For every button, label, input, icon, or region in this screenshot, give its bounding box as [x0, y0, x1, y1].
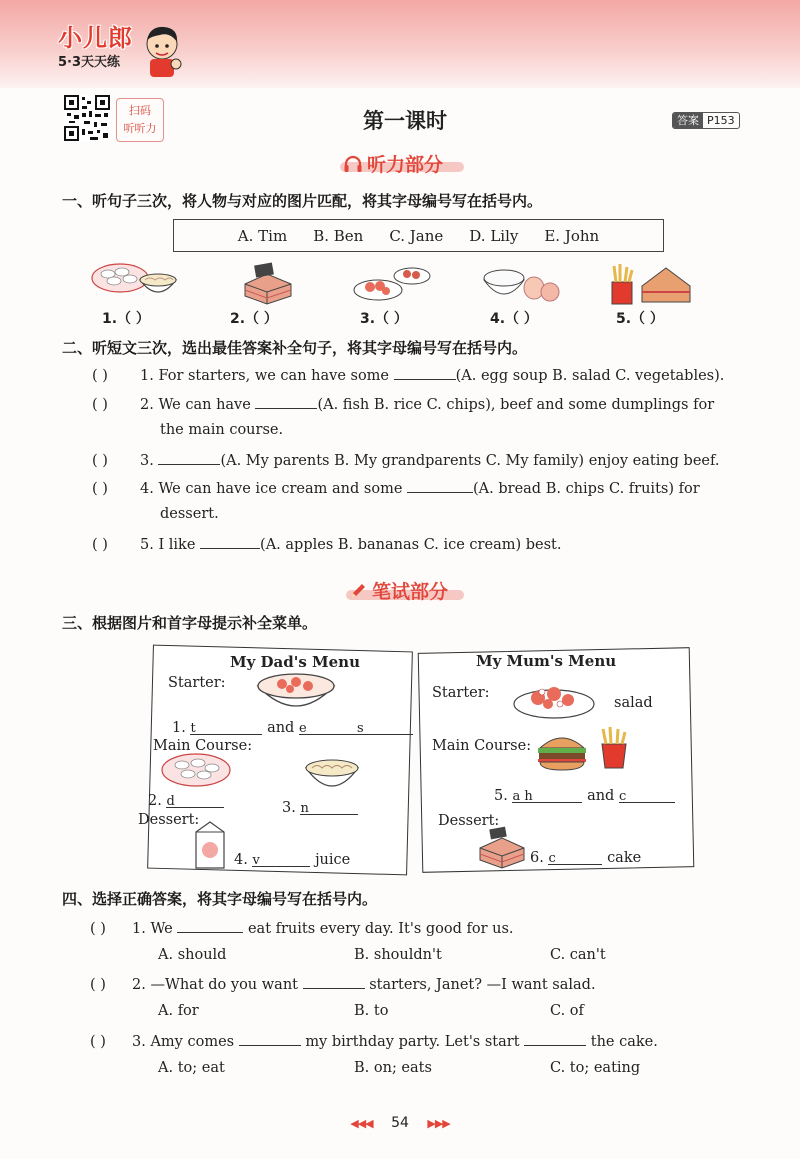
question-text-mid: my birthday party. Let's start: [305, 1034, 520, 1050]
hamburger-image: [534, 730, 590, 772]
item-number: 1.: [172, 720, 186, 736]
dumplings-image: [160, 752, 232, 788]
question-options: (A. egg soup B. salad C. vegetables).: [455, 368, 725, 384]
question-text: 1. We: [132, 921, 173, 937]
item-number: 5.: [494, 788, 508, 804]
salad-plate-image: [512, 676, 596, 722]
part2-question-3: [92, 450, 719, 471]
answer-page: P153: [707, 114, 735, 127]
dad-item-1: [172, 720, 413, 736]
answer-blank[interactable]: [524, 1031, 586, 1046]
question-text: 5. I like: [140, 537, 196, 553]
mascot-icon: [140, 22, 186, 80]
item-number: 6.: [530, 850, 544, 866]
answer-label: 答案: [673, 113, 703, 128]
answer-paren[interactable]: ( ): [90, 921, 106, 937]
mum-starter-label: Starter:: [432, 685, 490, 701]
mum-dessert-label: Dessert:: [438, 813, 500, 829]
part4-question-3: [90, 1031, 658, 1052]
menu-blank-cake[interactable]: [548, 850, 602, 865]
headphones-icon: [343, 154, 363, 174]
part2-question-2-cont: the main course.: [160, 422, 284, 438]
juice-carton-image: [190, 818, 230, 870]
part4-instruction: 四、选择正确答案，将其字母编号写在括号内。: [62, 890, 378, 908]
lesson-title: 第一课时: [363, 109, 447, 133]
question-text: 1. For starters, we can have some: [140, 368, 390, 384]
q1-option-a[interactable]: A. should: [158, 947, 227, 963]
question-options: (A. bread B. chips C. fruits) for: [473, 481, 700, 497]
answer-blank[interactable]: [407, 478, 473, 493]
part2-instruction: 二、听短文三次，选出最佳答案补全句子，将其字母编号写在括号内。: [62, 339, 528, 357]
q2-option-a[interactable]: A. for: [158, 1003, 199, 1019]
part2-question-4-cont: dessert.: [160, 506, 219, 522]
answer-blank[interactable]: [200, 534, 260, 549]
question-text: 2. We can have: [140, 397, 251, 413]
part2-question-4: [92, 478, 700, 499]
question-text-end: the cake.: [590, 1034, 658, 1050]
answer-blank[interactable]: [394, 365, 456, 380]
question-text-rest: starters, Janet? —I want salad.: [369, 977, 596, 993]
and-text: and: [587, 788, 615, 804]
name-option: D. Lily: [469, 226, 519, 245]
dad-dessert-label: Dessert:: [138, 812, 200, 828]
page-number: 54: [391, 1115, 409, 1131]
cake-text: cake: [607, 850, 642, 866]
menu-blank-t[interactable]: [190, 720, 262, 735]
left-arrows-icon: ◀◀◀: [350, 1117, 373, 1130]
part4-question-2: [90, 974, 596, 995]
match-item-4[interactable]: 4.（ ）: [490, 311, 538, 327]
part3-instruction: 三、根据图片和首字母提示补全菜单。: [62, 614, 318, 632]
answer-paren[interactable]: ( ): [92, 368, 108, 384]
cake-image: [237, 260, 297, 306]
hint-letter: n: [300, 801, 309, 816]
q3-option-b[interactable]: B. on; eats: [354, 1060, 432, 1076]
dad-item-3: [282, 800, 358, 816]
rice-eggs-image: [480, 264, 564, 304]
dad-starter-label: Starter:: [168, 675, 226, 691]
writing-section-title: [348, 577, 448, 604]
answer-reference: [672, 112, 740, 129]
question-options: (A. apples B. bananas C. ice cream) best.: [260, 537, 562, 553]
answer-paren[interactable]: ( ): [92, 537, 108, 553]
cake-slice-image: [476, 824, 528, 870]
part1-instruction: 一、听句子三次，将人物与对应的图片匹配，将其字母编号写在括号内。: [62, 192, 543, 210]
hint-letter: s: [356, 721, 364, 736]
answer-paren[interactable]: ( ): [92, 397, 108, 413]
hint-letter: e: [298, 721, 307, 736]
menu-blank-s[interactable]: [357, 720, 413, 735]
name-option: E. John: [544, 226, 600, 245]
answer-blank[interactable]: [177, 918, 243, 933]
hint-letter: v: [252, 853, 260, 868]
and-text: and: [267, 720, 295, 736]
match-item-3[interactable]: 3.（ ）: [360, 311, 408, 327]
mum-starter-salad: salad: [614, 695, 653, 711]
hint-letter: a h: [512, 789, 533, 804]
brand-series: 5·3天天练: [58, 55, 121, 70]
answer-paren[interactable]: ( ): [90, 1034, 106, 1050]
q2-option-b[interactable]: B. to: [354, 1003, 389, 1019]
listening-title-text: 听力部分: [367, 154, 444, 176]
answer-blank[interactable]: [303, 974, 365, 989]
hint-letter: d: [166, 794, 175, 809]
scan-label-line2: 听听力: [123, 122, 157, 135]
answer-paren[interactable]: ( ): [92, 481, 108, 497]
juice-text: juice: [315, 852, 351, 868]
q2-option-c[interactable]: C. of: [550, 1003, 584, 1019]
dad-item-2: [148, 793, 224, 809]
q1-option-c[interactable]: C. can't: [550, 947, 606, 963]
part2-question-5: [92, 534, 561, 555]
match-item-2[interactable]: 2.（ ）: [230, 311, 278, 327]
answer-blank[interactable]: [158, 450, 220, 465]
menu-blank-v[interactable]: [252, 852, 310, 867]
seafood-dish-image: [352, 262, 432, 304]
dad-main-course-label: Main Course:: [153, 738, 253, 754]
mum-menu-title: My Mum's Menu: [476, 652, 617, 670]
answer-blank[interactable]: [255, 394, 317, 409]
mum-main-course-label: Main Course:: [432, 738, 532, 754]
item-number: 4.: [234, 852, 248, 868]
item-number: 2.: [148, 793, 162, 809]
mum-item-5: [494, 788, 675, 804]
scan-to-listen-label: [116, 98, 164, 142]
menu-blank-c[interactable]: [619, 788, 675, 803]
brand-logo: [58, 18, 133, 70]
hint-letter: t: [190, 721, 196, 736]
match-item-1[interactable]: 1.（ ）: [102, 311, 150, 327]
answer-blank[interactable]: [239, 1031, 301, 1046]
dad-item-4: [234, 852, 350, 868]
brand-name: 小儿郎: [58, 24, 133, 52]
names-box: [173, 219, 664, 252]
menu-blank-h[interactable]: [512, 788, 582, 803]
question-text: 3.: [140, 453, 154, 469]
name-option: A. Tim: [237, 226, 288, 245]
part2-question-2: [92, 394, 714, 415]
hint-letter: c: [618, 789, 627, 804]
dad-menu-title: My Dad's Menu: [230, 653, 360, 671]
answer-paren[interactable]: ( ): [90, 977, 106, 993]
page-footer: [330, 1115, 470, 1131]
q3-option-c[interactable]: C. to; eating: [550, 1060, 641, 1076]
writing-title-text: 笔试部分: [372, 581, 449, 603]
question-text: 4. We can have ice cream and some: [140, 481, 403, 497]
dumplings-noodles-image: [90, 258, 182, 306]
question-options: (A. fish B. rice C. chips), beef and some dumplings for: [317, 397, 715, 413]
right-arrows-icon: ▶▶▶: [427, 1117, 450, 1130]
question-text-rest: eat fruits every day. It's good for us.: [247, 921, 514, 937]
qr-code-icon: [64, 95, 110, 141]
match-item-5[interactable]: 5.（ ）: [616, 311, 664, 327]
chips-sandwich-image: [606, 262, 692, 306]
part2-question-1: [92, 365, 724, 386]
soup-bowl-image: [254, 668, 338, 718]
pencil-icon: [348, 581, 368, 601]
listening-section-title: [343, 150, 443, 177]
item-number: 3.: [282, 800, 296, 816]
menu-blank-n[interactable]: [300, 800, 358, 815]
noodles-bowl-image: [302, 752, 362, 796]
part4-question-1: [90, 918, 514, 939]
name-option: C. Jane: [389, 226, 444, 245]
q1-option-b[interactable]: B. shouldn't: [354, 947, 442, 963]
question-options: (A. My parents B. My grandparents C. My family) enjoy eating beef.: [220, 453, 720, 469]
mum-item-6: [530, 850, 641, 866]
question-text: 3. Amy comes: [132, 1034, 235, 1050]
menu-blank-d[interactable]: [166, 793, 224, 808]
chips-image: [596, 726, 632, 770]
name-option: B. Ben: [313, 226, 364, 245]
answer-paren[interactable]: ( ): [92, 453, 108, 469]
hint-letter: c: [548, 851, 556, 866]
q3-option-a[interactable]: A. to; eat: [158, 1060, 225, 1076]
menu-blank-e[interactable]: [299, 720, 357, 735]
question-text: 2. —What do you want: [132, 977, 298, 993]
scan-label-line1: 扫码: [129, 104, 151, 117]
